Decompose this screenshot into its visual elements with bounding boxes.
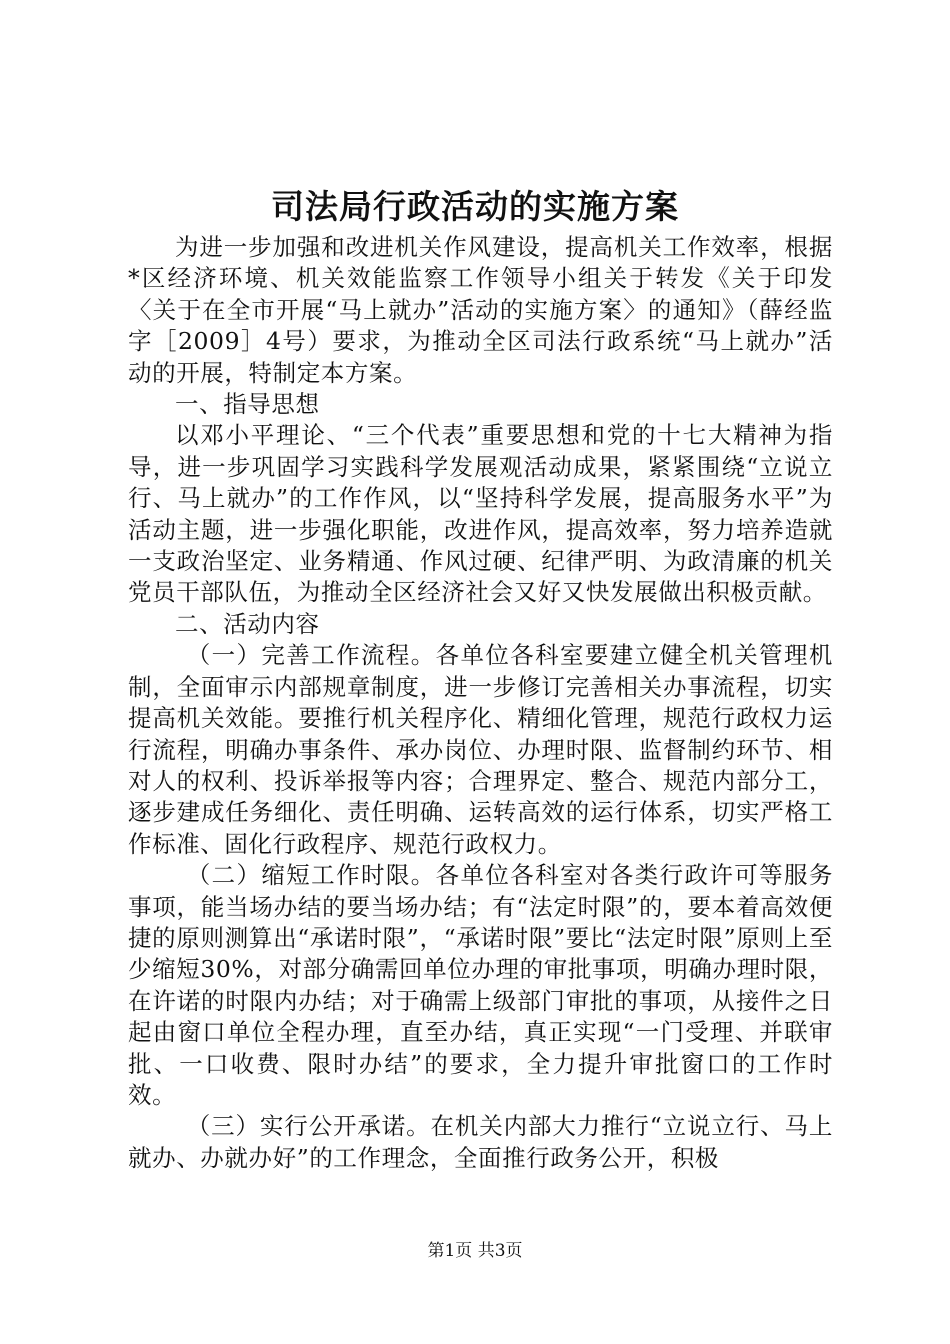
intro-paragraph: 为进一步加强和改进机关作风建设，提高机关工作效率，根据*区经济环境、机关效能监察工作领导小组关于转发《关于印发〈关于在全市开展“马上就办”活动的实施方案〉的通知》（薛经监字［2009］4号）要求，为推动全区司法行政系统“马上就办”活动的开展，特制定本方案。 (128, 233, 833, 387)
activity-item-2-paragraph: （二）缩短工作时限。各单位各科室对各类行政许可等服务事项，能当场办结的要当场办结；有“法定时限”的，要本着高效便捷的原则测算出“承诺时限”，“承诺时限”要比“法定时限”原则上至少缩短30%，对部分确需回单位办理的审批事项，明确办理时限，在许诺的时限内办结；对于确需上级部门审批的事项，从接件之日起由窗口单位全程办理，直至办结，真正实现“一门受理、并联审批、一口收费、限时办结”的要求，全力提升审批窗口的工作时效。 (128, 861, 833, 1109)
page-number-footer: 第1页 共3页 (427, 1241, 523, 1261)
section-heading-activity-content: 二、活动内容 (175, 609, 320, 638)
document-body (128, 232, 833, 1174)
guiding-ideology-paragraph: 以邓小平理论、“三个代表”重要思想和党的十七大精神为指导，进一步巩固学习实践科学发展观活动成果，紧紧围绕“立说立行、马上就办”的工作作风，以“坚持科学发展，提高服务水平”为活动主题，进一步强化职能，改进作风，提高效率，努力培养造就一支政治坚定、业务精通、作风过硬、纪律严明、为政清廉的机关党员干部队伍，为推动全区经济社会又好又快发展做出积极贡献。 (128, 421, 833, 607)
document-title: 司法局行政活动的实施方案 (271, 187, 679, 226)
activity-item-1-paragraph: （一）完善工作流程。各单位各科室要建立健全机关管理机制，全面审示内部规章制度，进一步修订完善相关办事流程，切实提高机关效能。要推行机关程序化、精细化管理，规范行政权力运行流程，明确办事条件、承办岗位、办理时限、监督制约环节、相对人的权利、投诉举报等内容；合理界定、整合、规范内部分工，逐步建成任务细化、责任明确、运转高效的运行体系，切实严格工作标准、固化行政程序、规范行政权力。 (128, 641, 833, 858)
section-heading-guiding-ideology: 一、指导思想 (175, 390, 320, 419)
activity-item-3-paragraph: （三）实行公开承诺。在机关内部大力推行“立说立行、马上就办、办就办好”的工作理念，全面推行政务公开，积极 (128, 1112, 833, 1172)
